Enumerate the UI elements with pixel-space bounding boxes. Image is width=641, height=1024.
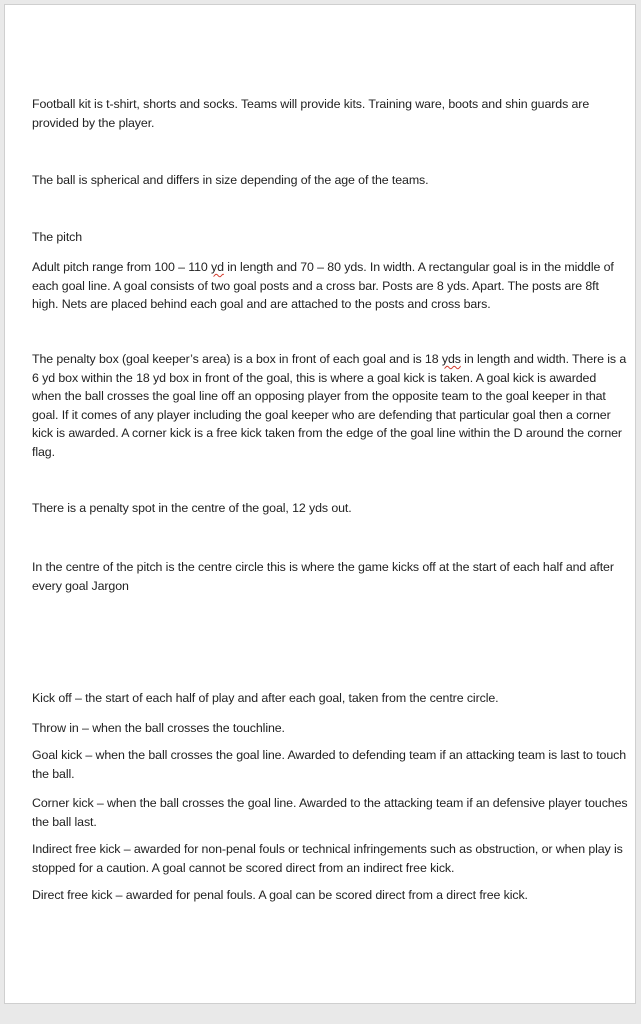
document-page <box>4 4 636 1004</box>
paragraph-ball: The ball is spherical and differs in size depending of the age of the teams. <box>32 173 429 187</box>
paragraph-penalty-box: The penalty box (goal keeper’s area) is a box in front of each goal and is 18 yds in length and width. There is a 6 yd box within the 18 yd box in front of the goal, this is where a goal kick is taken. A goal kick is awarded when the ball crosses the goal line off an opposing player from the opposite team to the goal keeper in that goal. If it comes of any player including the goal keeper who are defending that particular goal then a corner kick is awarded. A corner kick is a free kick taken from the edge of the goal line within the D around the corner flag. <box>32 352 627 459</box>
paragraph-centre-circle: In the centre of the pitch is the centre circle this is where the game kicks off at the start of each half and after every goal Jargon <box>32 560 614 593</box>
window-bottom-edge <box>0 1005 641 1024</box>
jargon-goal-kick: Goal kick – when the ball crosses the goal line. Awarded to defending team if an attacking team is last to touch the ball. <box>32 748 626 781</box>
jargon-kick-off: Kick off – the start of each half of play and after each goal, taken from the centre circle. <box>32 691 499 705</box>
paragraph-penalty-spot: There is a penalty spot in the centre of the goal, 12 yds out. <box>32 501 352 515</box>
heading-the-pitch: The pitch <box>32 230 83 244</box>
paragraph-pitch-size: Adult pitch range from 100 – 110 yd in length and 70 – 80 yds. In width. A rectangular goal is in the middle of each goal line. A goal consists of two goal posts and a cross bar. Posts are 8 yds. Apart. The posts are 8ft high. Nets are placed behind each goal and are attached to the posts and cross bars. <box>32 260 614 312</box>
jargon-direct-free-kick: Direct free kick – awarded for penal fouls. A goal can be scored direct from a direct free kick. <box>32 888 528 902</box>
jargon-throw-in: Throw in – when the ball crosses the touchline. <box>32 721 285 735</box>
spellcheck-mark: yd <box>211 260 224 274</box>
spellcheck-mark: yds <box>441 352 461 366</box>
paragraph-kit: Football kit is t-shirt, shorts and socks. Teams will provide kits. Training ware, boots and shin guards are provided by the player. <box>32 97 590 130</box>
jargon-corner-kick: Corner kick – when the ball crosses the goal line. Awarded to the attacking team if an defensive player touches the ball last. <box>32 796 628 829</box>
jargon-indirect-free-kick: Indirect free kick – awarded for non-penal fouls or technical infringements such as obstruction, or when play is stopped for a caution. A goal cannot be scored direct from an indirect free kick. <box>32 842 623 875</box>
